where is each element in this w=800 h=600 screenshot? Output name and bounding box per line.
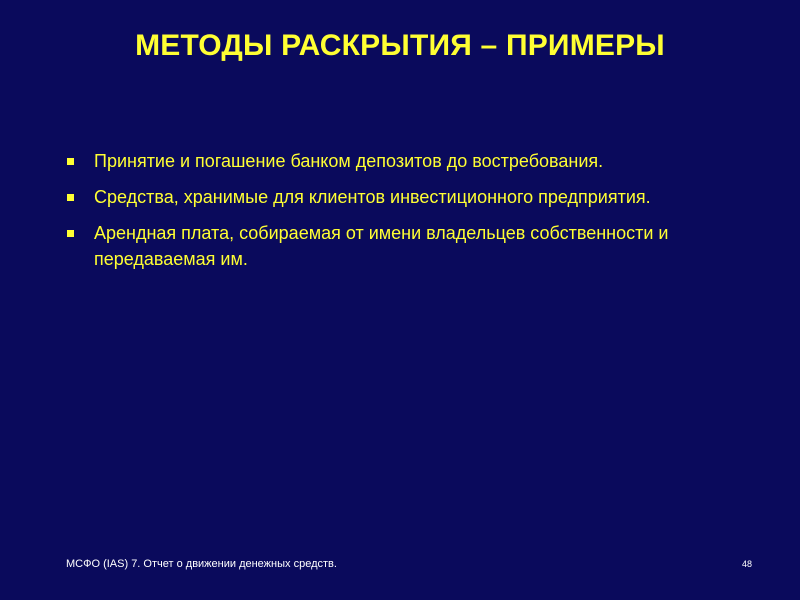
list-item <box>66 184 756 210</box>
square-bullet-icon <box>67 158 74 165</box>
bullet-list <box>66 148 756 282</box>
bullet-text: Арендная плата, собираемая от имени владельцев собственности и передаваемая им. <box>94 223 669 269</box>
square-bullet-icon <box>67 230 74 237</box>
slide-title: МЕТОДЫ РАСКРЫТИЯ – ПРИМЕРЫ <box>135 29 665 62</box>
square-bullet-icon <box>67 194 74 201</box>
page-number: 48 <box>741 559 752 569</box>
bullet-text: Средства, хранимые для клиентов инвестиционного предприятия. <box>94 187 651 207</box>
list-item <box>66 148 756 174</box>
list-item <box>66 220 756 272</box>
slide-footer: МСФО (IAS) 7. Отчет о движении денежных средств. <box>66 558 337 570</box>
bullet-text: Принятие и погашение банком депозитов до востребования. <box>94 151 604 171</box>
